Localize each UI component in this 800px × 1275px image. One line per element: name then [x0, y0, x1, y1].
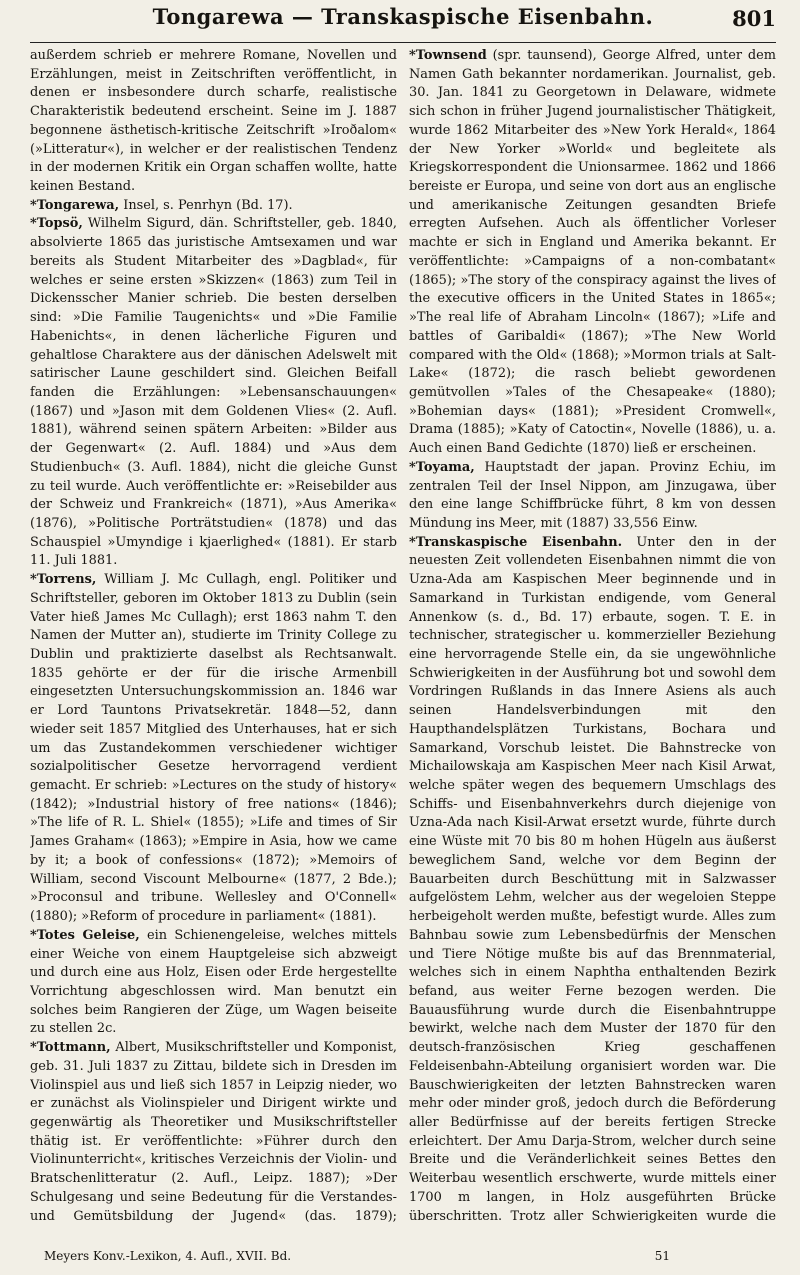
page-title: Tongarewa — Transkaspische Eisenbahn.	[152, 4, 654, 29]
entry-text: Albert, Musikschriftsteller und Komponist, geb. 31. Juli 1837 zu Zittau, bildete sich in Dresden im Violinspiel aus und ließ sich 1857 in Leipzig nieder, wo er zunächst als Violinspieler und Dirigent wirkte und gegenwärtig als Theoretiker und Musikschriftsteller thätig ist. Er veröffentlichte: »Führer durch den Violinunterricht«, kritisches Verzeichnis der Violin- und Bratschenlitteratur (2. Aufl., Leipz. 1887); »Der Schulgesang und seine Bedeutung für die Verstandes- und Gemütsbildung der Jugend« (das. 1879);	[30, 1040, 397, 1224]
article-entry	[409, 47, 776, 459]
footer-source: Meyers Konv.-Lexikon, 4. Aufl., XVII. Bd.	[44, 1249, 292, 1263]
footer-sheet-number: 51	[654, 1249, 670, 1263]
article-entry	[30, 197, 397, 216]
page-footer	[44, 1249, 670, 1263]
entry-headword: *Toyama,	[409, 459, 475, 475]
article-entry	[30, 927, 397, 1039]
entry-text: Wilhelm Sigurd, dän. Schriftsteller, geb. 1840, absolvierte 1865 das juristische Amtsexamen und war bereits als Student Mitarbeiter des »Dagblad«, für welches er seine ersten »Skizzen« (1863) zum Teil in Dickensscher Manier schrieb. Die besten derselben sind: »Die Familie Taugenichts« und »Die Familie Habenichts«, in denen lächerliche Figuren und gehaltlose Charaktere aus der dänischen Adelswelt mit satirischer Laune geschildert sind. Gleichen Beifall fanden die Erzählungen: »Lebensanschauungen« (1867) und »Jason mit dem Goldenen Vlies« (2. Aufl. 1881), während seinen spätern Arbeiten: »Bilder aus der Gegenwart« (2. Aufl. 1884) und »Aus dem Studienbuch« (3. Aufl. 1884), nicht die gleiche Gunst zu teil wurde. Auch veröffentlichte er: »Reisebilder aus der Schweiz und Frankreich« (1871), »Aus Amerika« (1876), »Politische Porträtstudien« (1878) und das Schauspiel »Umyndige i kjaerlighed« (1881). Er starb 11. Juli 1881.	[30, 216, 397, 569]
running-header	[30, 4, 776, 42]
entry-text: William J. Mc Cullagh, engl. Politiker und Schriftsteller, geboren im Oktober 1813 zu Dublin (sein Vater hieß James Mc Cullagh); erst 1863 nahm T. den Namen der Mutter an), studierte im Trinity College zu Dublin und praktizierte daselbst als Rechtsanwalt. 1835 gehörte er der für die irische Armenbill eingesetzten Untersuchungskommission an. 1846 war er Lord Tauntons Privatsekretär. 1848—52, dann wieder seit 1857 Mitglied des Unterhauses, hat er sich um das Zustandekommen verschiedener wichtiger sozialpolitischer Gesetze hervorragend verdient gemacht. Er schrieb: »Lectures on the study of history« (1842); »Industrial history of free nations« (1846); »The life of R. L. Shiel« (1855); »Life and times of Sir James Graham« (1863); »Empire in Asia, how we came by it; a book of confessions« (1872); »Memoirs of William, second Viscount Melbourne« (1877, 2 Bde.); »Proconsul and tribune. Wellesley and O'Connell« (1880); »Reform of procedure in parliament« (1881).	[30, 572, 397, 925]
entry-headword: *Torrens,	[30, 572, 97, 588]
header-rule	[30, 42, 776, 43]
article-entry	[30, 1039, 397, 1227]
article-entry	[409, 459, 776, 534]
entry-headword: *Topsö,	[30, 216, 83, 232]
entry-headword: *Totes Geleise,	[30, 927, 140, 943]
left-column	[30, 47, 397, 1227]
entry-headword: *Transkaspische Eisenbahn.	[409, 534, 623, 550]
entry-text: (spr. taunsend), George Alfred, unter dem Namen Gath bekannter nordamerikan. Journalist, geb. 30. Jan. 1841 zu Georgetown in Delaware, widmete sich schon in früher Jugend journalistischer Thätigkeit, wurde 1862 Mitarbeiter des »New York Herald«, 1864 der New Yorker »World« und begleitete als Kriegskorrespondent die Unionsarmee. 1862 und 1866 bereiste er Europa, und seine von dort aus an englische und amerikanische Zeitungen gesandten Briefe erregten Aufsehen. Auch als öffentlicher Vorleser machte er sich in England und Amerika bekannt. Er veröffentlichte: »Campaigns of a non-combatant« (1865); »The story of the conspiracy against the lives of the executive officers in the United States in 1865«; »The real life of Abraham Lincoln« (1867); »Life and battles of Garibaldi« (1867); »The New World compared with the Old« (1868); »Mormon trials at Salt-Lake« (1872); die rasch beliebt gewordenen gemütvollen »Tales of the Chesapeake« (1880); »Bohemian days« (1881); »President Cromwell«, Drama (1885); »Katy of Catoctin«, Novelle (1886), u. a. Auch einen Band Gedichte (1870) ließ er erscheinen.	[409, 48, 776, 457]
entry-headword: *Tottmann,	[30, 1040, 111, 1056]
article-entry	[30, 571, 397, 927]
entry-text: Unter den in der neuesten Zeit vollendeten Eisenbahnen nimmt die von Uzna-Ada am Kaspischen Meer beginnende und in Samarkand in Turkistan endigende, vom General Annenkow (s. d., Bd. 17) erbaute, sogen. T. E. in technischer, strategischer u. kommerzieller Beziehung eine hervorragende Stelle ein, da sie ungewöhnliche Schwierigkeiten in der Ausführung bot und sowohl dem Vordringen Rußlands in das Innere Asiens als auch seinen Handelsverbindungen mit den Haupthandelsplätzen Turkistans, Bochara und Samarkand, Vorschub leistet. Die Bahnstrecke von Michailowskaja am Kaspischen Meer nach Kisil Arwat, welche später wegen des bequemern Umschlags des Schiffs- und Eisenbahnverkehrs durch diejenige von Uzna-Ada nach Kisil-Arwat ersetzt wurde, führte durch eine Wüste mit 70 bis 80 m hohen Hügeln aus äußerst beweglichem Sand, welche vor dem Beginn der Bauarbeiten durch Beschüttung mit in Salzwasser aufgelöstem Lehm, welcher aus der wegeloien Steppe herbeigeholt werden mußte, befestigt wurde. Alles zum Bahnbau sowie zum Lebensbedürfnis der Menschen und Tiere Nötige mußte bis auf das Brennmaterial, welches sich in einem Naphtha enthaltenden Bezirk befand, aus weiter Ferne bezogen werden. Die Bauausführung wurde durch die Eisenbahntruppe bewirkt, welche nach dem Muster der 1870 für den deutsch-französischen Krieg geschaffenen Feldeisenbahn-Abteilung organisiert worden war. Die Bauschwierigkeiten der letzten Bahnstrecken waren mehr oder minder groß, jedoch durch die Beförderung aller Bedürfnisse auf der bereits fertigen Strecke erleichtert. Der Amu Darja-Strom, welcher durch seine Breite und die Veränderlichkeit seines Bettes den Weiterbau wesentlich erschwerte, wurde mittels einer 1700 m langen, in Holz ausgeführten Brücke überschritten. Trotz aller Schwierigkeiten wurde die	[409, 534, 776, 1224]
article-entry	[409, 534, 776, 1227]
article-entry	[30, 47, 397, 197]
entry-text: Insel, s. Penrhyn (Bd. 17).	[119, 197, 293, 213]
entry-text: Hauptstadt der japan. Provinz Echiu, im zentralen Teil der Insel Nippon, am Jinzugawa, über den eine lange Schiffbrücke führt, 8 km von dessen Mündung ins Meer, mit (1887) 33,556 Einw.	[409, 459, 776, 531]
entry-headword: *Townsend	[409, 48, 487, 63]
page-number: 801	[732, 6, 776, 31]
article-entry	[30, 215, 397, 571]
entry-headword: *Tongarewa,	[30, 197, 120, 213]
entry-text: ein Schienengeleise, welches mittels einer Weiche von einem Hauptgeleise sich abzweigt und durch eine aus Holz, Eisen oder Erde hergestellte Vorrichtung abgeschlossen wird. Man benutzt ein solches beim Rangieren der Züge, um Wagen beiseite zu stellen 2c.	[30, 927, 397, 1037]
right-column	[409, 47, 776, 1227]
entry-text: außerdem schrieb er mehrere Romane, Novellen und Erzählungen, meist in Zeitschriften veröffentlicht, in denen er insbesondere durch scharfe, realistische Charakteristik bedeutend erscheint. Seine im J. 1887 begonnene ästhetisch-kritische Zeitschrift »Iroðalom« (»Litteratur«), in welcher er der realistischen Tendenz in der modernen Kritik ein Organ schaffen wollte, hatte keinen Bestand.	[30, 48, 397, 195]
